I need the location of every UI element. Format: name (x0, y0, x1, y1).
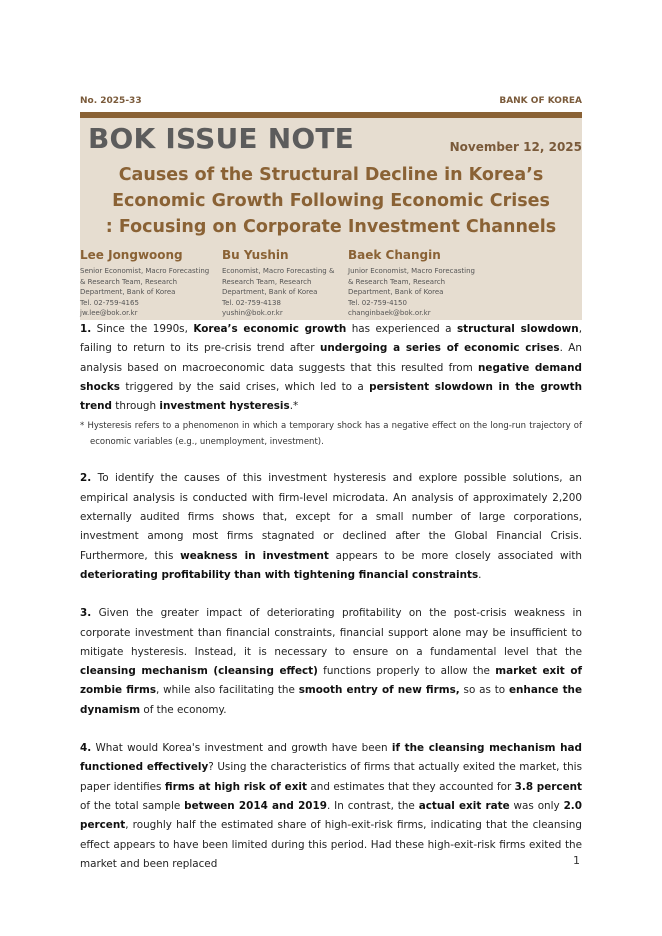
text-run: What would Korea's investment and growth have been (91, 742, 392, 755)
bold-text: 4. (80, 742, 92, 755)
author-title-line: Senior Economist, Macro Forecasting (80, 267, 210, 275)
bold-text: market exit of zombie firms (80, 665, 583, 697)
bold-text: smooth entry of new firms, (298, 684, 460, 697)
text-run: was only (509, 799, 564, 812)
text-run: through (111, 400, 160, 413)
paragraph-1 (80, 320, 582, 416)
author-department: Department, Bank of Korea (80, 288, 176, 297)
author-phone: Tel. 02-759-4150 (348, 298, 407, 307)
author-name: Baek Changin (348, 248, 441, 262)
author-email[interactable]: yushin@bok.or.kr (222, 309, 283, 318)
text-run: .* (289, 400, 299, 413)
title-line-2: Economic Growth Following Economic Crises (112, 191, 550, 211)
bold-text: 2.0 percent (80, 799, 582, 832)
bold-text: firms at high risk of exit (164, 780, 307, 793)
bold-text: between 2014 and 2019 (184, 799, 327, 812)
text-run: , roughly half the estimated share of high-exit-risk firms, indicating that the cleansing effect appears to have been limited during this period. Had these high-exit-risk firms exited the market and been replaced (80, 819, 582, 870)
text-run: functions properly to allow the (317, 665, 496, 678)
paragraph-3 (80, 604, 582, 720)
title-line-3: : Focusing on Corporate Investment Channels (105, 217, 557, 237)
author-email[interactable]: changinbaek@bok.or.kr (348, 309, 431, 318)
bold-text: 1. (80, 323, 92, 335)
text-run: of the total sample (80, 799, 185, 812)
bold-text: 2. (80, 472, 92, 485)
paragraph-4 (80, 739, 582, 874)
text-run: so as to (459, 684, 509, 697)
series-title: BOK ISSUE NOTE (88, 122, 354, 155)
author-baek (348, 248, 484, 319)
bold-text: if the cleansing mechanism had functioned effectively (80, 742, 582, 774)
title-banner (80, 118, 582, 320)
title-line-1: Causes of the Structural Decline in Korea’s (118, 165, 544, 185)
text-run: Given the greater impact of deteriorating profitability on the post-crisis weakness in corporate investment than financial constraints, financial support alone may be insufficient to mitigate hysteresis. Instead, it is necessary to ensure on a fundamental level that the (80, 607, 582, 658)
issue-number: No. 2025-33 (80, 96, 142, 106)
author-bu (222, 248, 358, 319)
text-run: , while also facilitating the (156, 684, 299, 697)
bold-text: persistent slowdown in the growth trend (80, 380, 582, 413)
author-lee (80, 248, 216, 319)
text-run: of the economy. (140, 703, 227, 716)
text-run: appears to be more closely associated with (328, 549, 582, 562)
text-run: , failing to return to its pre-crisis trend after (80, 323, 582, 355)
text-run: Since the 1990s, (91, 323, 194, 335)
page-number: 1 (573, 854, 580, 867)
author-title-line: Research Team, Research (222, 277, 312, 286)
author-department: Department, Bank of Korea (222, 288, 318, 297)
text-run: has experienced a (346, 323, 457, 335)
bold-text: weakness in investment (180, 549, 329, 562)
author-name: Lee Jongwoong (80, 248, 183, 262)
top-line (80, 96, 582, 106)
body-content (80, 320, 582, 874)
text-run: . An analysis based on macroeconomic data suggests that this resulted from (80, 342, 582, 374)
text-run: . (478, 568, 482, 581)
author-phone: Tel. 02-759-4138 (222, 298, 281, 307)
text-run: and estimates that they accounted for (306, 780, 515, 793)
author-title-line: Junior Economist, Macro Forecasting (348, 267, 476, 275)
author-name: Bu Yushin (222, 248, 289, 262)
bold-text: cleansing mechanism (cleansing effect) (80, 665, 318, 678)
bold-text: enhance the dynamism (80, 684, 582, 716)
bold-text: actual exit rate (418, 799, 510, 812)
footnote: * Hysteresis refers to a phenomenon in which a temporary shock has a negative effect on the long-run trajectory of economic variables (e.g., unemployment, investment). (80, 421, 582, 448)
author-title-line: Economist, Macro Forecasting & (222, 267, 335, 275)
paragraph-2 (80, 469, 582, 585)
author-email[interactable]: jw.lee@bok.or.kr (80, 309, 138, 318)
bold-text: 3. (80, 607, 92, 620)
text-run: To identify the causes of this investment hysteresis and explore possible solutions, an empirical analysis is conducted with firm-level microdata. An analysis of approximately 2,200 externally audited firms shows that, except for a small number of large corporations, investment among most firms stagnated or declined after the Global Financial Crisis. Furthermore, this (80, 472, 582, 562)
document-title (80, 162, 582, 240)
author-phone: Tel. 02-759-4165 (80, 298, 139, 307)
bold-text: investment hysteresis (159, 400, 290, 413)
text-run: triggered by the said crises, which led to a (119, 380, 370, 393)
institution-name: BANK OF KOREA (499, 96, 582, 106)
bold-text: deteriorating profitability than with tightening financial constraints (80, 568, 479, 581)
publication-date: November 12, 2025 (449, 140, 582, 154)
text-run: ? Using the characteristics of firms that actually exited the market, this paper identifies (80, 761, 582, 793)
text-run: . In contrast, the (326, 799, 419, 812)
bold-text: Korea’s economic growth (193, 323, 347, 335)
author-department: Department, Bank of Korea (348, 288, 444, 297)
bold-text: 3.8 percent (514, 780, 582, 793)
bold-text: undergoing a series of economic crises (319, 342, 560, 355)
author-title-line: & Research Team, Research (348, 277, 446, 286)
bold-text: negative demand shocks (80, 361, 582, 393)
author-title-line: & Research Team, Research (80, 277, 178, 286)
bold-text: structural slowdown (456, 323, 579, 335)
